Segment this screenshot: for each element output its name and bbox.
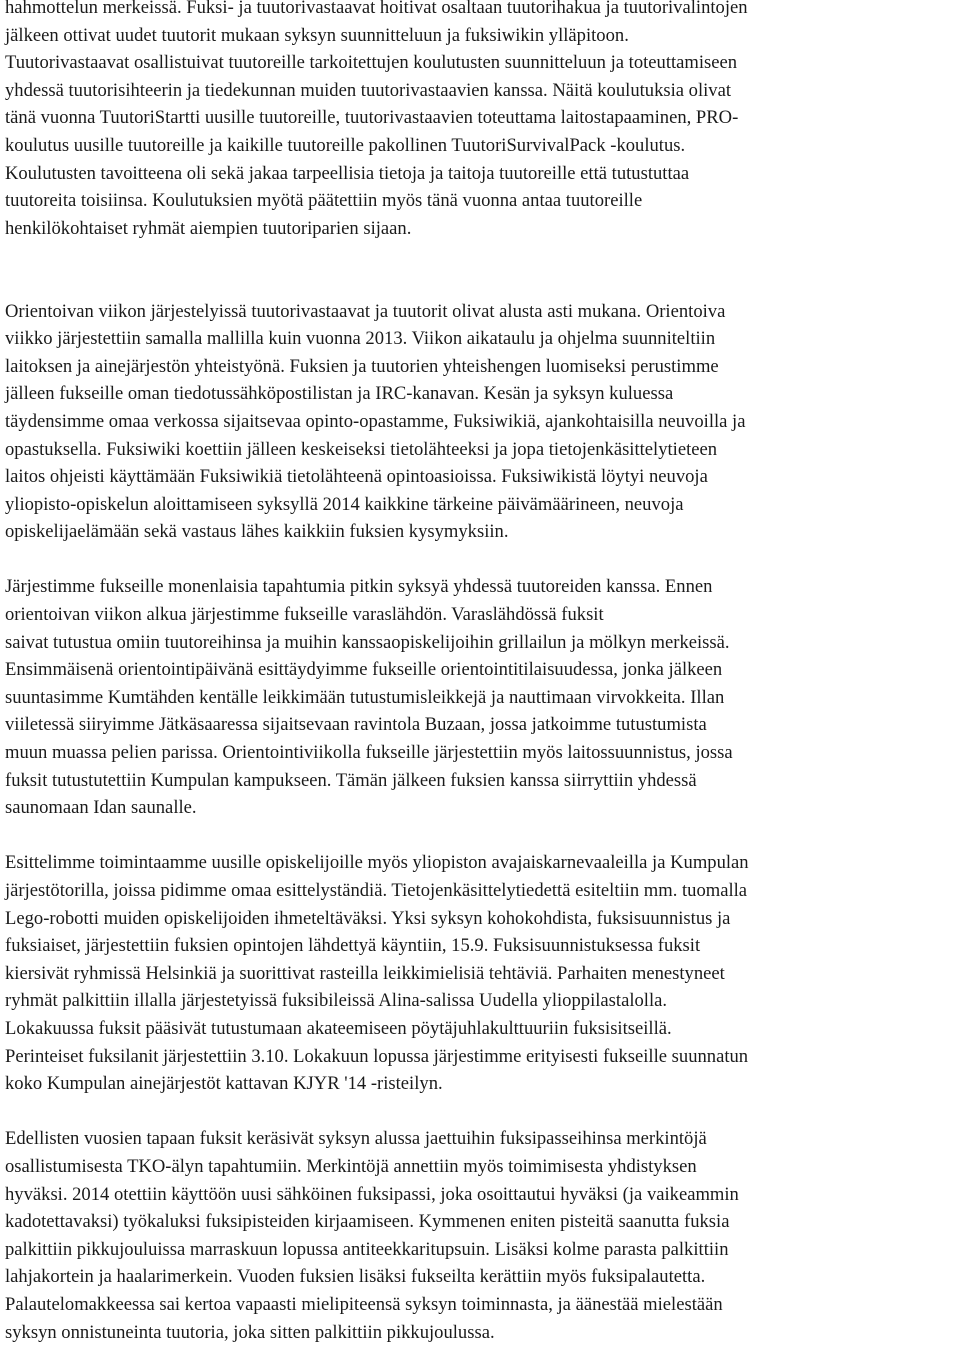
paragraph-presentations bbox=[0, 849, 960, 1097]
text-line: hyväksi. 2014 otettiin käyttöön uusi sähköinen fuksipassi, joka osoittautui hyväksi (ja vaikeammin bbox=[5, 1181, 960, 1209]
text-line: orientoivan viikon alkua järjestimme fukseille varaslähdön. Varaslähdössä fuksit bbox=[5, 601, 960, 629]
text-line: Järjestimme fukseille monenlaisia tapahtumia pitkin syksyä yhdessä tuutoreiden kanssa. Ennen bbox=[5, 573, 960, 601]
text-line: koko Kumpulan ainejärjestöt kattavan KJYR '14 -risteilyn. bbox=[5, 1070, 960, 1098]
text-line: koulutus uusille tuutoreille ja kaikille tuutoreille pakollinen TuutoriSurvivalPack -koulutus. bbox=[5, 132, 960, 160]
text-line: ryhmät palkittiin illalla järjestetyissä fuksibileissä Alina-salissa Uudella ylioppilastalolla. bbox=[5, 987, 960, 1015]
text-line: osallistumisesta TKO-älyn tapahtumiin. Merkintöjä annettiin myös toimimisesta yhdistyksen bbox=[5, 1153, 960, 1181]
text-line: Ensimmäisenä orientointipäivänä esittäydyimme fukseille orientointitilaisuudessa, jonka jälkeen bbox=[5, 656, 960, 684]
text-line: laitoksen ja ainejärjestön yhteistyönä. Fuksien ja tuutorien yhteishengen luomiseksi perustimme bbox=[5, 353, 960, 381]
text-line: Koulutusten tavoitteena oli sekä jakaa tarpeellisia tietoja ja taitoja tuutoreille että tutustuttaa bbox=[5, 160, 960, 188]
text-line: Lokakuussa fuksit pääsivät tutustumaan akateemiseen pöytäjuhlakulttuuriin fuksisitseillä. bbox=[5, 1015, 960, 1043]
text-line: Palautelomakkeessa sai kertoa vapaasti mielipiteensä syksyn toiminnasta, ja äänestää mielestään bbox=[5, 1291, 960, 1319]
text-line: hahmottelun merkeissä. Fuksi- ja tuutorivastaavat hoitivat osaltaan tuutorihakua ja tuutorivalintojen bbox=[5, 0, 960, 22]
text-line: palkittiin pikkujouluissa marraskuun lopussa antiteekkaritupsuin. Lisäksi kolme parasta palkittiin bbox=[5, 1236, 960, 1264]
text-line: Esittelimme toimintaamme uusille opiskelijoille myös yliopiston avajaiskarnevaaleilla ja Kumpulan bbox=[5, 849, 960, 877]
paragraph-autumn-events bbox=[0, 573, 960, 821]
text-line: syksyn onnistuneinta tuutoria, joka sitten palkittiin pikkujoulussa. bbox=[5, 1319, 960, 1346]
text-line: kiersivät ryhmissä Helsinkiä ja suorittivat rasteilla leikkimielisiä tehtäviä. Parhaiten menestyneet bbox=[5, 960, 960, 988]
text-line: henkilökohtaiset ryhmät aiempien tuutoriparien sijaan. bbox=[5, 215, 960, 243]
text-line: yliopisto-opiskelun aloittamiseen syksyllä 2014 kaikkine tärkeine päivämäärineen, neuvoja bbox=[5, 491, 960, 519]
text-line: laitos ohjeisti käyttämään Fuksiwikiä tietolähteenä opintoasioissa. Fuksiwikistä löytyi neuvoja bbox=[5, 463, 960, 491]
paragraph-orientation-week bbox=[0, 298, 960, 546]
text-line: Orientoivan viikon järjestelyissä tuutorivastaavat ja tuutorit olivat alusta asti mukana. Orientoiva bbox=[5, 298, 960, 326]
text-line: järjestötorilla, joissa pidimme omaa esittelyständiä. Tietojenkäsittelytiedettä esiteltiin mm. tuomalla bbox=[5, 877, 960, 905]
paragraph-spacer bbox=[0, 822, 960, 850]
text-line: opastuksella. Fuksiwiki koettiin jälleen keskeiseksi tietolähteeksi ja jopa tietojenkäsittelytieteen bbox=[5, 436, 960, 464]
paragraph-spacer bbox=[0, 546, 960, 574]
text-line: viikko järjestettiin samalla mallilla kuin vuonna 2013. Viikon aikataulu ja ohjelma suunniteltiin bbox=[5, 325, 960, 353]
text-line: jälleen fukseille oman tiedotussähköpostilistan ja IRC-kanavan. Kesän ja syksyn kuluessa bbox=[5, 380, 960, 408]
text-line: tänä vuonna TuutoriStartti uusille tuutoreille, tuutorivastaavien toteuttama laitostapaaminen, PRO- bbox=[5, 104, 960, 132]
text-line: fuksiaiset, järjestettiin fuksien opintojen lähdettyä käyntiin, 15.9. Fuksisuunnistuksessa fuksit bbox=[5, 932, 960, 960]
text-line: jälkeen ottivat uudet tuutorit mukaan syksyn suunnitteluun ja fuksiwikin ylläpitoon. bbox=[5, 22, 960, 50]
text-line: muun muassa pelien parissa. Orientointiviikolla fukseille järjestettiin myös laitossuunnistus, jossa bbox=[5, 739, 960, 767]
text-line: yhdessä tuutorisihteerin ja tiedekunnan muiden tuutorivastaavien kanssa. Näitä koulutuksia olivat bbox=[5, 77, 960, 105]
paragraph-spacer bbox=[0, 270, 960, 298]
text-line: saunomaan Idan saunalle. bbox=[5, 794, 960, 822]
text-line: lahjakortein ja haalarimerkein. Vuoden fuksien lisäksi fukseilta kerättiin myös fuksipalautetta. bbox=[5, 1263, 960, 1291]
text-line: saivat tutustua omiin tuutoreihinsa ja muihin kanssaopiskelijoihin grillailun ja mölkyn merkeissä. bbox=[5, 629, 960, 657]
paragraph-spacer bbox=[0, 1098, 960, 1126]
text-line: opiskelijaelämään sekä vastaus lähes kaikkiin fuksien kysymyksiin. bbox=[5, 518, 960, 546]
text-line: Lego-robotti muiden opiskelijoiden ihmeteltäväksi. Yksi syksyn kohokohdista, fuksisuunnistus ja bbox=[5, 905, 960, 933]
text-line: viiletessä siiryimme Jätkäsaaressa sijaitsevaan ravintola Buzaan, jossa jatkoimme tutustumista bbox=[5, 711, 960, 739]
text-line: täydensimme omaa verkossa sijaitsevaa opinto-opastamme, Fuksiwikiä, ajankohtaisilla neuvoilla ja bbox=[5, 408, 960, 436]
text-line: suuntasimme Kumtähden kentälle leikkimään tutustumisleikkejä ja nauttimaan virvokkeita. Illan bbox=[5, 684, 960, 712]
text-line: Perinteiset fuksilanit järjestettiin 3.10. Lokakuun lopussa järjestimme erityisesti fukseille suunnatun bbox=[5, 1043, 960, 1071]
paragraph-spacer bbox=[0, 242, 960, 270]
paragraph-fuksipassi bbox=[0, 1125, 960, 1346]
paragraph-tutor-training bbox=[0, 0, 960, 242]
text-line: fuksit tutustutettiin Kumpulan kampukseen. Tämän jälkeen fuksien kanssa siirryttiin yhdessä bbox=[5, 767, 960, 795]
text-line: Tuutorivastaavat osallistuivat tuutoreille tarkoitettujen koulutusten suunnitteluun ja toteuttamiseen bbox=[5, 49, 960, 77]
text-line: Edellisten vuosien tapaan fuksit keräsivät syksyn alussa jaettuihin fuksipasseihinsa merkintöjä bbox=[5, 1125, 960, 1153]
text-line: kadotettavaksi) työkaluksi fuksipisteiden kirjaamiseen. Kymmenen eniten pisteitä saanutta fuksia bbox=[5, 1208, 960, 1236]
text-line: tuutoreita toisiinsa. Koulutuksien myötä päätettiin myös tänä vuonna antaa tuutoreille bbox=[5, 187, 960, 215]
